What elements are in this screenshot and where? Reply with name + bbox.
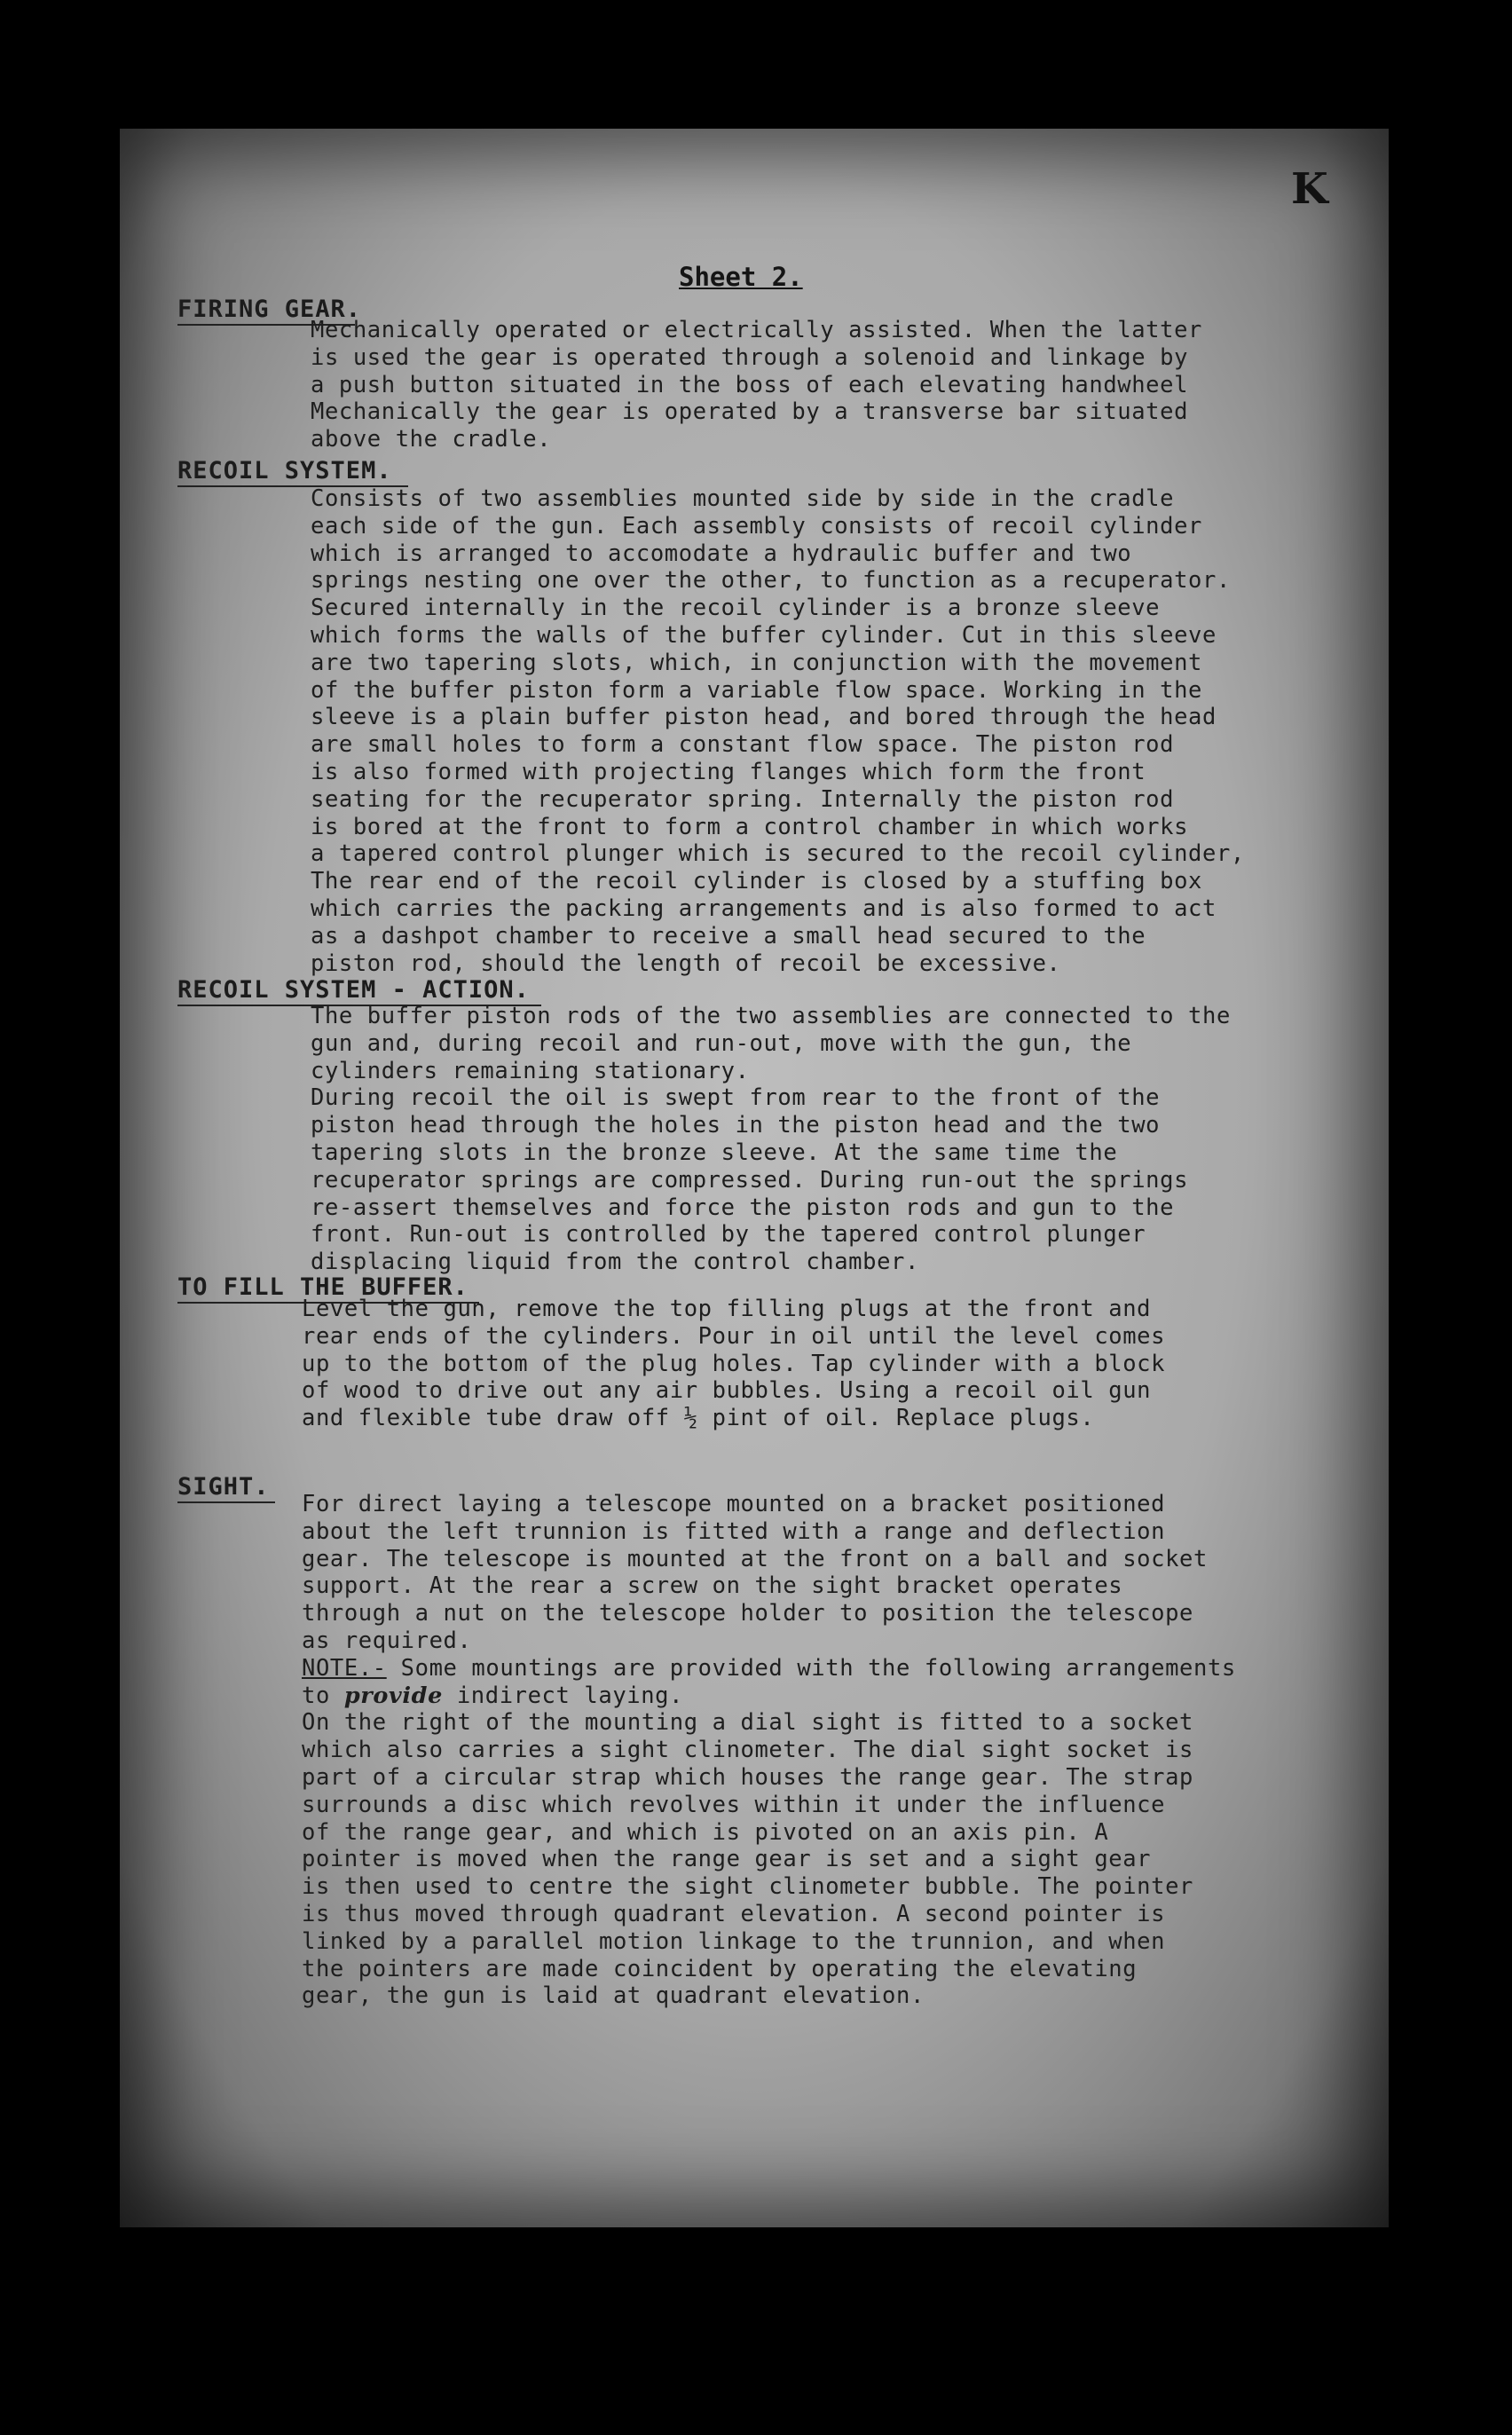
text-line: pointer is moved when the range gear is set and a sight gear [302,1846,1152,1873]
text-line: about the left trunnion is fitted with a range and deflection [302,1517,1166,1545]
text-line: For direct laying a telescope mounted on a bracket positioned [302,1491,1166,1517]
text-line: each side of the gun. Each assembly consists of recoil cylinder [311,512,1202,540]
text-line: above the cradle. [311,426,552,453]
note-text: Some mountings are provided with the following arrangements [386,1654,1236,1682]
text-line: of wood to drive out any air bubbles. Using a recoil oil gun [302,1377,1152,1405]
text-line: which also carries a sight clinometer. The dial sight socket is [302,1737,1193,1764]
heading-recoil-system: RECOIL SYSTEM. [177,457,392,485]
text-line: through a nut on the telescope holder to position the telescope [302,1600,1193,1627]
text-line: is thus moved through quadrant elevation. A second pointer is [302,1900,1166,1927]
text-line: Consists of two assemblies mounted side by side in the cradle [311,485,1175,512]
handwritten-correction: provide [343,1682,443,1709]
text-line: Mechanically operated or electrically assisted. When the latter [311,317,1202,343]
heading-sight: SIGHT. [177,1473,270,1501]
text-line: which carries the packing arrangements and is also formed to act [311,894,1217,922]
text-line: which is arranged to accomodate a hydraulic buffer and two [311,540,1132,567]
text-line: gear. The telescope is mounted at the front on a ball and socket [302,1545,1208,1572]
heading-underline [177,1501,275,1503]
note-suffix: indirect laying. [442,1682,684,1709]
text-line: piston rod, should the length of recoil be excessive. [311,950,1061,977]
text-line: and flexible tube draw off ½ pint of oil. Replace plugs. [302,1405,1095,1432]
text-line: Secured internally in the recoil cylinder is a bronze sleeve [311,595,1161,622]
text-line: part of a circular strap which houses the range gear. The strap [302,1763,1193,1791]
text-line: The rear end of the recoil cylinder is closed by a stuffing box [311,868,1202,895]
text-line: support. At the rear a screw on the sight bracket operates [302,1572,1123,1600]
text-line: Level the gun, remove the top filling plugs at the front and [302,1296,1152,1322]
text-line: recuperator springs are compressed. During run-out the springs [311,1166,1189,1194]
document-sheet [120,129,1389,2227]
text-line: a push button situated in the boss of each elevating handwheel [311,371,1189,398]
text-line: is also formed with projecting flanges which form the front [311,758,1146,785]
text-line: gun and, during recoil and run-out, move with the gun, the [311,1029,1132,1057]
note-line [302,1655,1331,1682]
text-line: up to the bottom of the plug holes. Tap cylinder with a block [302,1350,1166,1377]
corner-ink-mark: K [1291,164,1328,214]
text-line: of the buffer piston form a variable flow space. Working in the [311,676,1202,704]
text-line: which forms the walls of the buffer cylinder. Cut in this sleeve [311,621,1217,649]
text-line: the pointers are made coincident by operating the elevating [302,1955,1138,1982]
text-line: During recoil the oil is swept from rear to the front of the [311,1084,1161,1112]
note-label: NOTE.- [302,1654,387,1682]
text-line: linked by a parallel motion linkage to the trunnion, and when [302,1927,1166,1955]
paragraph-fill-buffer [302,1296,1331,1432]
text-line: front. Run-out is controlled by the tapered control plunger [311,1221,1146,1249]
heading-recoil-action: RECOIL SYSTEM - ACTION. [177,976,530,1004]
sheet-number-title: Sheet 2. [679,262,803,292]
text-line: tapering slots in the bronze sleeve. At the same time the [311,1139,1118,1166]
paragraph-firing-gear [311,317,1340,453]
text-line: rear ends of the cylinders. Pour in oil until the level comes [302,1322,1166,1350]
text-line: seating for the recuperator spring. Internally the piston rod [311,785,1175,813]
paragraph-recoil-action [311,1003,1340,1276]
text-line: On the right of the mounting a dial sight is fitted to a socket [302,1709,1193,1737]
heading-fill-buffer: TO FILL THE BUFFER. [177,1273,469,1301]
text-line: cylinders remaining stationary. [311,1057,750,1084]
text-line: are small holes to form a constant flow space. The piston rod [311,731,1175,759]
text-line: of the range gear, and which is pivoted on an axis pin. A [302,1818,1109,1846]
text-line: as required. [302,1627,472,1654]
text-line: surrounds a disc which revolves within it under the influence [302,1791,1166,1818]
text-line: Mechanically the gear is operated by a transverse bar situated [311,398,1189,426]
text-line: is bored at the front to form a control chamber in which works [311,813,1189,840]
text-line: sleeve is a plain buffer piston head, and bored through the head [311,704,1217,731]
note-prefix: to [302,1682,344,1709]
text-line: re-assert themselves and force the piston rods and gun to the [311,1194,1175,1221]
heading-firing-gear: FIRING GEAR. [177,296,362,323]
text-line: The buffer piston rods of the two assemblies are connected to the [311,1003,1231,1029]
paragraph-recoil-system [311,485,1340,977]
text-line: a tapered control plunger which is secured to the recoil cylinder, [311,840,1245,868]
text-line: as a dashpot chamber to receive a small head secured to the [311,922,1146,950]
note-line [302,1682,1331,1710]
paragraph-sight [302,1491,1331,2010]
text-line: is used the gear is operated through a solenoid and linkage by [311,343,1189,371]
text-line: displacing liquid from the control chamber. [311,1249,919,1276]
text-line: is then used to centre the sight clinometer bubble. The pointer [302,1873,1193,1901]
text-line: gear, the gun is laid at quadrant elevation. [302,1982,925,2010]
text-line: are two tapering slots, which, in conjunction with the movement [311,649,1202,676]
text-line: piston head through the holes in the piston head and the two [311,1112,1161,1139]
text-line: springs nesting one over the other, to function as a recuperator. [311,567,1231,595]
